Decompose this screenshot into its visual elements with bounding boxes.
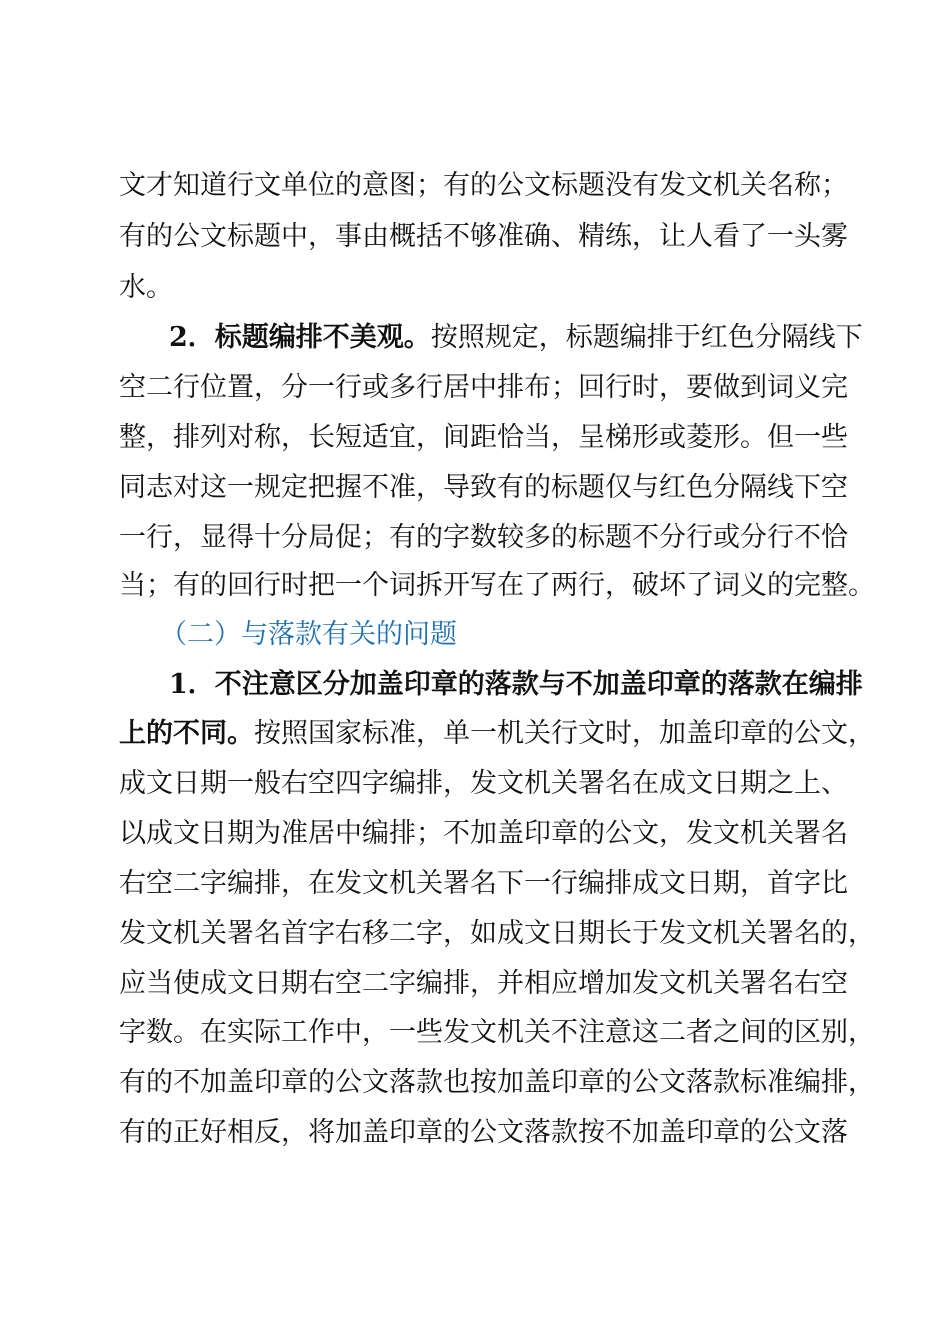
paragraph-line: 右空二字编排，在发文机关署名下一行编排成文日期，首字比 (119, 868, 848, 899)
paragraph-line (169, 313, 863, 363)
paragraph-line: 以成文日期为准居中编排；不加盖印章的公文，发文机关署名 (119, 818, 848, 849)
paragraph-line: 应当使成文日期右空二字编排，并相应增加发文机关署名右空 (119, 968, 848, 999)
paragraph-line: 当；有的回行时把一个词拆开写在了两行，破坏了词义的完整。 (119, 570, 875, 601)
paragraph-line: 有的公文标题中，事由概括不够准确、精练，让人看了一头雾 (119, 221, 848, 252)
section-heading: （二）与落款有关的问题 (160, 619, 457, 650)
paragraph-line: 同志对这一规定把握不准，导致有的标题仅与红色分隔线下空 (119, 472, 848, 503)
paragraph-line: 字数。在实际工作中，一些发文机关不注意这二者之间的区别， (119, 1017, 875, 1048)
paragraph-line: 发文机关署名首字右移二字，如成文日期长于发文机关署名的， (119, 918, 875, 949)
paragraph-text: 按照国家标准，单一机关行文时，加盖印章的公文， (254, 718, 875, 749)
paragraph-line: 文才知道行文单位的意图；有的公文标题没有发文机关名称； (119, 170, 848, 201)
paragraph-lead-bold: 上的不同。 (119, 718, 254, 749)
paragraph-line: 水。 (119, 272, 173, 303)
paragraph-line: 成文日期一般右空四字编排，发文机关署名在成文日期之上、 (119, 768, 848, 799)
paragraph-line: 有的不加盖印章的公文落款也按加盖印章的公文落款标准编排， (119, 1067, 875, 1098)
paragraph-line (119, 709, 875, 759)
paragraph-line: 一行，显得十分局促；有的字数较多的标题不分行或分行不恰 (119, 522, 848, 553)
paragraph-lead-bold: 2．标题编排不美观。 (169, 322, 431, 353)
paragraph-text: 按照规定，标题编排于红色分隔线下 (430, 322, 863, 353)
paragraph-line: 整，排列对称，长短适宜，间距恰当，呈梯形或菱形。但一些 (119, 422, 848, 453)
paragraph-line: 有的正好相反，将加盖印章的公文落款按不加盖印章的公文落 (119, 1117, 848, 1148)
paragraph-line: 空二行位置，分一行或多行居中排布；回行时，要做到词义完 (119, 372, 848, 403)
paragraph-lead-bold: 1．不注意区分加盖印章的落款与不加盖印章的落款在编排 (169, 669, 863, 700)
